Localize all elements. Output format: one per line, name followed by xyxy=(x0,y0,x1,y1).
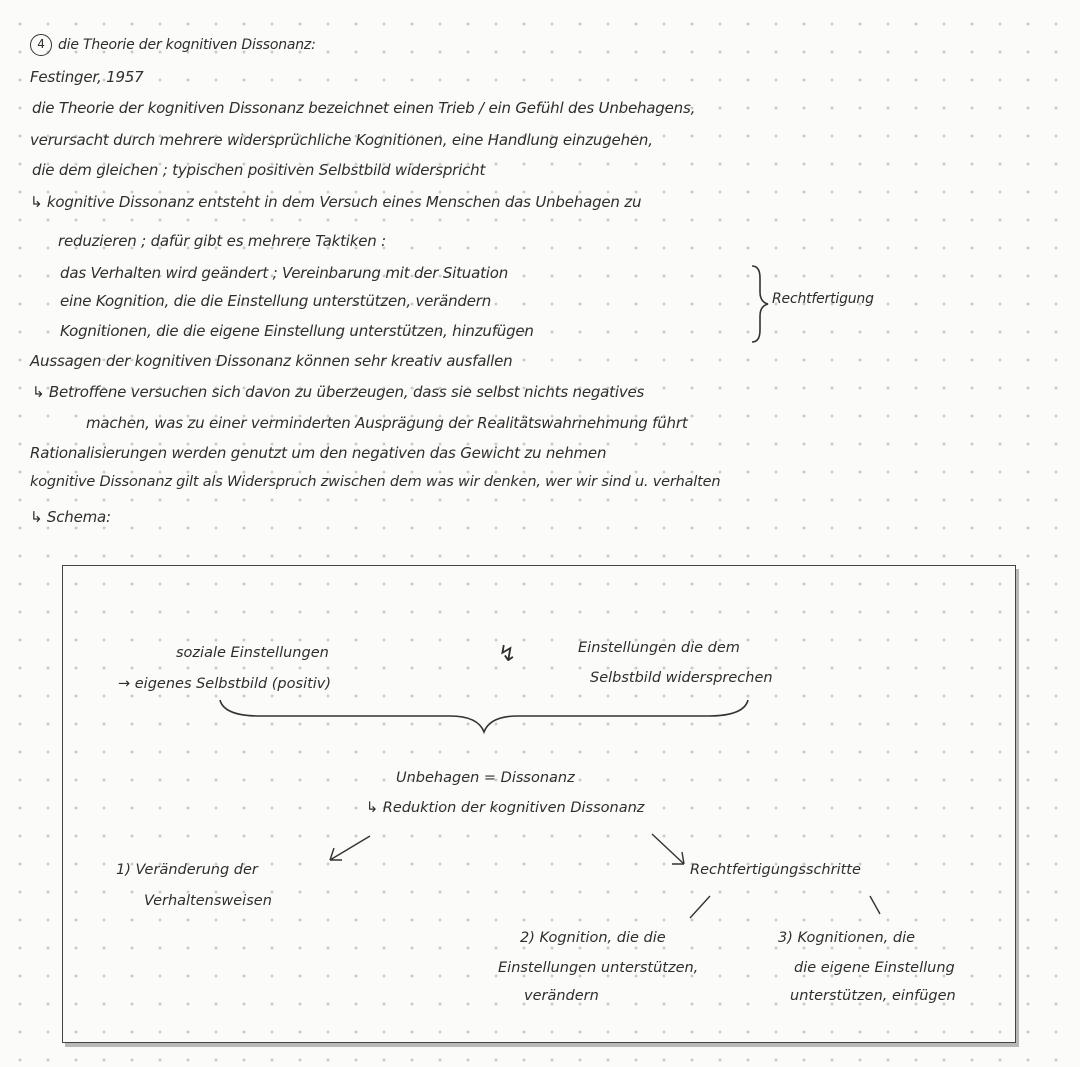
tactics-brace xyxy=(752,266,768,342)
text-line-7: eine Kognition, die die Einstellung unterstützen, verändern xyxy=(60,292,492,310)
diagram-left-top-1: soziale Einstellungen xyxy=(176,645,329,661)
diagram-option-3-line-1: 3) Kognitionen, die xyxy=(778,930,916,946)
text-line-9: Aussagen der kognitiven Dissonanz können sehr kreativ ausfallen xyxy=(30,352,513,370)
diagram-left-top-2: → eigenes Selbstbild (positiv) xyxy=(118,676,332,692)
diagram-center-1: Unbehagen = Dissonanz xyxy=(396,770,575,786)
title-text: die Theorie der kognitiven Dissonanz: xyxy=(58,37,316,53)
section-number: 4 xyxy=(30,34,52,56)
text-line-1: die Theorie der kognitiven Dissonanz bezeichnet einen Trieb / ein Gefühl des Unbehagens, xyxy=(32,99,696,117)
text-line-5: reduzieren ; dafür gibt es mehrere Taktiken : xyxy=(58,232,386,250)
text-line-6: das Verhalten wird geändert ; Vereinbarung mit der Situation xyxy=(60,264,509,282)
text-line-13: kognitive Dissonanz gilt als Widerspruch zwischen dem was wir denken, wer wir sind u. verhalten xyxy=(30,474,721,490)
brace-label: Rechtfertigung xyxy=(772,291,874,307)
diagram-right-top-1: Einstellungen die dem xyxy=(578,640,740,656)
lightning-icon: ↯ xyxy=(498,642,517,667)
text-line-12: Rationalisierungen werden genutzt um den negativen das Gewicht zu nehmen xyxy=(30,444,607,462)
diagram-option-1-line-2: Verhaltensweisen xyxy=(144,893,272,909)
diagram-justify: Rechtfertigungsschritte xyxy=(690,862,861,878)
diagram-option-3-line-3: unterstützen, einfügen xyxy=(790,988,956,1004)
diagram-right-top-2: Selbstbild widersprechen xyxy=(590,670,773,686)
diagram-option-2-line-1: 2) Kognition, die die xyxy=(520,930,666,946)
diagram-option-2-line-3: verändern xyxy=(524,988,599,1004)
diagram-option-2-line-2: Einstellungen unterstützen, xyxy=(498,960,699,976)
diagram-option-1-line-1: 1) Veränderung der xyxy=(116,862,258,878)
text-line-10: ↳ Betroffene versuchen sich davon zu überzeugen, dass sie selbst nichts negatives xyxy=(32,383,645,401)
diagram-center-2: ↳ Reduktion der kognitiven Dissonanz xyxy=(366,800,645,816)
author-line: Festinger, 1957 xyxy=(30,68,144,86)
text-line-14: ↳ Schema: xyxy=(30,508,111,526)
diagram-option-3-line-2: die eigene Einstellung xyxy=(794,960,955,976)
text-line-8: Kognitionen, die die eigene Einstellung unterstützen, hinzufügen xyxy=(60,322,534,340)
text-line-2: verursacht durch mehrere widersprüchliche Kognitionen, eine Handlung einzugehen, xyxy=(30,131,653,149)
text-line-4: ↳ kognitive Dissonanz entsteht in dem Versuch eines Menschen das Unbehagen zu xyxy=(30,193,642,211)
text-line-3: die dem gleichen ; typischen positiven Selbstbild widerspricht xyxy=(32,161,486,179)
text-line-11: machen, was zu einer verminderten Ausprägung der Realitätswahrnehmung führt xyxy=(86,414,688,432)
